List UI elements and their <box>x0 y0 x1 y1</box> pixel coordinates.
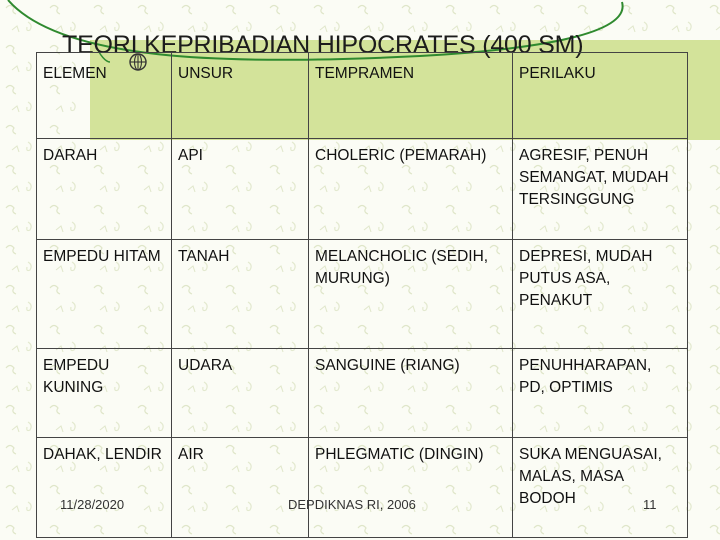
cell-elemen: EMPEDU HITAM <box>37 240 172 349</box>
table-row <box>37 240 688 349</box>
cell-unsur: AIR <box>172 438 309 538</box>
cell-elemen: DARAH <box>37 139 172 240</box>
cell-tempramen: MELANCHOLIC (SEDIH, MURUNG) <box>309 240 513 349</box>
table-row <box>37 349 688 438</box>
slide-number: 11 <box>643 497 657 512</box>
cell-unsur: UDARA <box>172 349 309 438</box>
cell-perilaku: PENUHHARAPAN, PD, OPTIMIS <box>513 349 688 438</box>
footer-source: DEPDIKNAS RI, 2006 <box>288 497 416 512</box>
table-row <box>37 438 688 538</box>
header-perilaku: PERILAKU <box>513 53 688 139</box>
cell-perilaku: DEPRESI, MUDAH PUTUS ASA, PENAKUT <box>513 240 688 349</box>
cell-elemen: DAHAK, LENDIR <box>37 438 172 538</box>
header-tempramen: TEMPRAMEN <box>309 53 513 139</box>
header-elemen: ELEMEN <box>37 53 172 139</box>
table-row <box>37 139 688 240</box>
cell-unsur: API <box>172 139 309 240</box>
temperament-table <box>36 52 688 538</box>
cell-perilaku: SUKA MENGUASAI, MALAS, MASA BODOH <box>513 438 688 538</box>
slide-title: TEORI KEPRIBADIAN HIPOCRATES (400 SM) <box>62 31 584 59</box>
cell-elemen: EMPEDU KUNING <box>37 349 172 438</box>
cell-perilaku: AGRESIF, PENUH SEMANGAT, MUDAH TERSINGGUNG <box>513 139 688 240</box>
header-unsur: UNSUR <box>172 53 309 139</box>
footer-date: 11/28/2020 <box>60 497 125 512</box>
cell-unsur: TANAH <box>172 240 309 349</box>
table-header-row <box>37 53 688 139</box>
cell-tempramen: SANGUINE (RIANG) <box>309 349 513 438</box>
cell-tempramen: PHLEGMATIC (DINGIN) <box>309 438 513 538</box>
cell-tempramen: CHOLERIC (PEMARAH) <box>309 139 513 240</box>
